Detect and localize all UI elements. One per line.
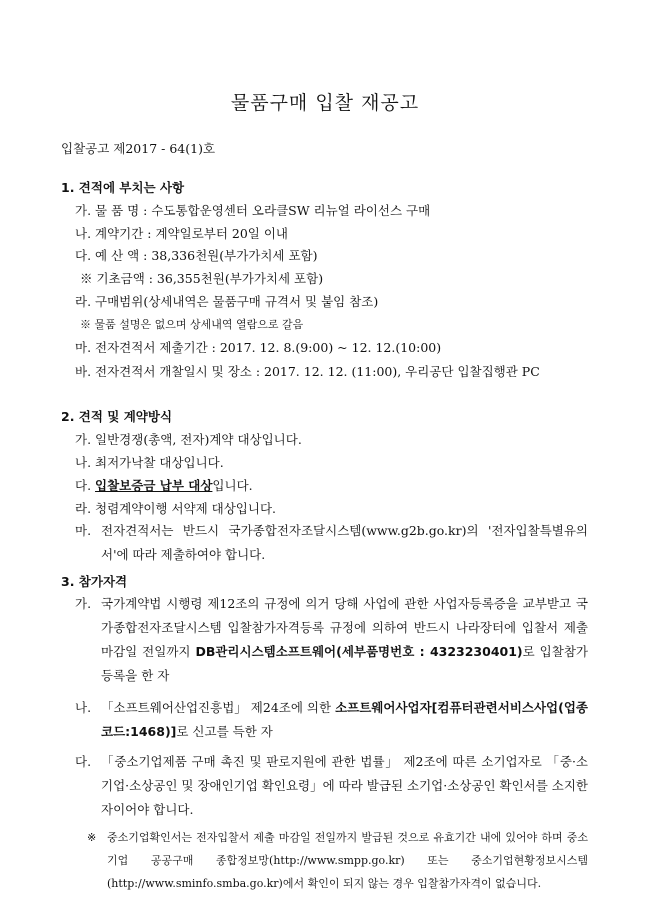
section1-item-base-amount: ※ 기초금액 : 36,355천원(부가가치세 포함) (80, 271, 324, 286)
section2-item-ma-lead: 마. (75, 523, 92, 538)
section3-item-ga (75, 592, 588, 688)
section2-item-ma (75, 519, 588, 567)
section1-item-budget: 다. 예 산 액 : 38,336천원(부가가치세 포함) (75, 248, 318, 263)
section2-item-na: 나. 최저가낙찰 대상입니다. (75, 455, 224, 470)
section2-item-da-prefix: 다. (75, 478, 96, 493)
section1-item-opening: 바. 전자견적서 개찰일시 및 장소 : 2017. 12. 12. (11:00), 우리공단 입찰집행관 PC (75, 364, 540, 379)
section1-heading: 1. 견적에 부치는 사항 (61, 180, 185, 195)
section1-item-period: 나. 계약기간 : 계약일로부터 20일 이내 (75, 226, 289, 241)
section2-heading: 2. 견적 및 계약방식 (61, 409, 173, 424)
section2-item-da (75, 478, 253, 494)
section2-item-ga: 가. 일반경쟁(총액, 전자)계약 대상입니다. (75, 432, 302, 447)
section3-item-da (75, 750, 588, 822)
section3-item-na-emphasis: 소프트웨어사업자[컴퓨터관련서비스사업(업종코드:1468)] (101, 700, 588, 739)
section3-item-na-tail: 로 신고를 득한 자 (176, 724, 273, 739)
section2-item-ma-text: 전자견적서는 반드시 국가종합전자조달시스템(www.g2b.go.kr)의 '전자입찰특별유의서'에 따라 제출하여야 합니다. (101, 523, 588, 562)
notice-number: 입찰공고 제2017 - 64(1)호 (61, 141, 216, 156)
section3-item-ga-emphasis: DB관리시스템소프트웨어(세부품명번호 : 4323230401) (195, 644, 523, 659)
section3-note-lead: ※ (87, 831, 97, 844)
section3-item-ga-lead: 가. (75, 596, 92, 611)
section3-item-da-text: 「중소기업제품 구매 촉진 및 판로지원에 관한 법률」 제2조에 따른 소기업자로 「중·소기업·소상공인 및 장애인기업 확인요령」에 따라 발급된 소기업·소상공인 확인서를 소지한 자이어야 합니다. (101, 754, 588, 817)
section3-item-na-lead: 나. (75, 700, 92, 715)
section3-item-na-text: 「소프트웨어산업진흥법」 제24조에 의한 (101, 700, 336, 715)
section3-item-na (75, 696, 588, 744)
section2-item-da-suffix: 입니다. (212, 478, 253, 493)
section3-heading: 3. 참가자격 (61, 574, 128, 589)
section1-item-note: ※ 물품 설명은 없으며 상세내역 열람으로 갈음 (80, 318, 304, 331)
section3-item-ga-tail: 로 입찰참가 등록을 한 자 (101, 644, 588, 683)
section3-item-da-lead: 다. (75, 754, 92, 769)
section1-item-scope: 라. 구매범위(상세내역은 물품구매 규격서 및 붙임 참조) (75, 294, 379, 309)
section1-item-submission: 마. 전자견적서 제출기간 : 2017. 12. 8.(9:00) ~ 12. 12.(10:00) (75, 340, 442, 355)
section3-note (87, 826, 588, 895)
section3-note-text: 중소기업확인서는 전자입찰서 제출 마감일 전일까지 발급된 것으로 유효기간 내에 있어야 하며 중소기업 공공구매 종합정보망(http://www.smpp.go.kr) 또는 중소기업현황정보시스템(http://www.sminfo.smba.go.kr)에서 확인이 되지 않는 경우 입찰참가자격이 없습니다. (107, 831, 588, 890)
section1-item-product: 가. 물 품 명 : 수도통합운영센터 오라클SW 리뉴얼 라이선스 구매 (75, 203, 431, 218)
section3-item-ga-text: 국가계약법 시행령 제12조의 규정에 의거 당해 사업에 관한 사업자등록증을 교부받고 국가종합전자조달시스템 입찰참가자격등록 규정에 의하여 반드시 나라장터에 입찰서 제출 마감일 전일까지 (101, 596, 588, 659)
document-title: 물품구매 입찰 재공고 (230, 92, 420, 114)
section2-item-ra: 라. 청렴계약이행 서약제 대상입니다. (75, 501, 276, 516)
bid-bond-emphasis: 입찰보증금 납부 대상 (95, 478, 213, 493)
